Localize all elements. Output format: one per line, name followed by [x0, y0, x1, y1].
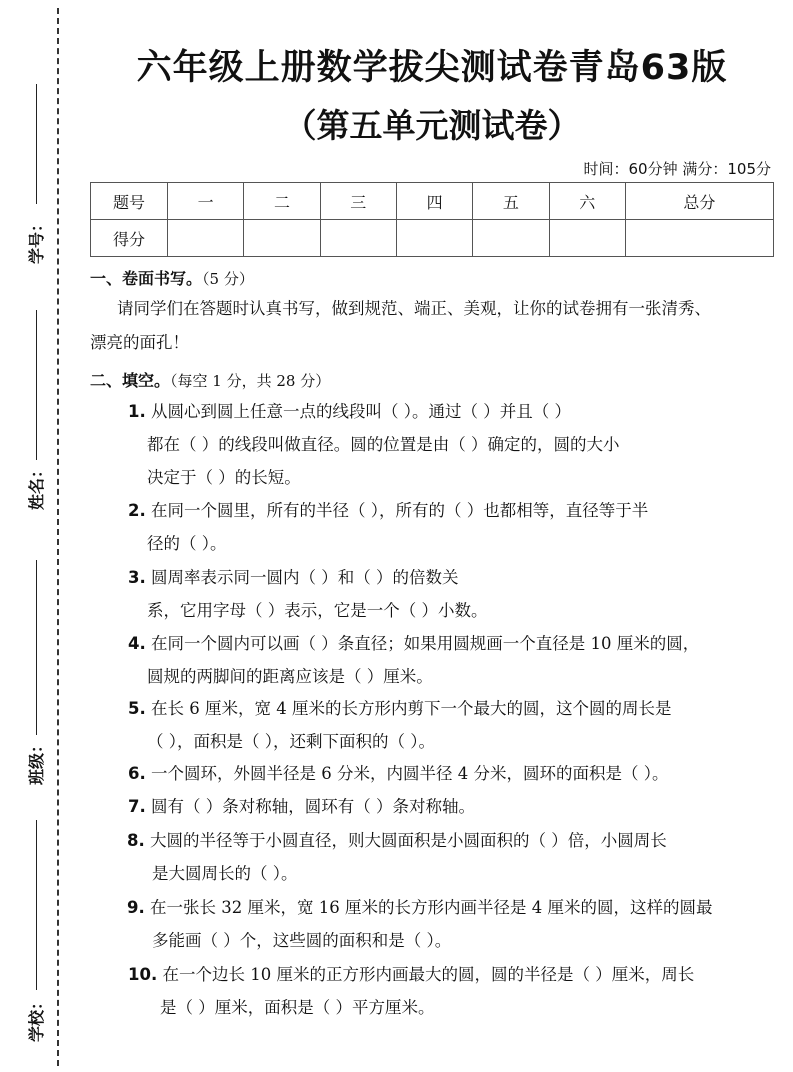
score-cell[interactable]: [244, 220, 320, 257]
table-header-cell: 二: [244, 183, 320, 220]
question-1-line: 决定于（ ）的长短。: [147, 468, 301, 487]
question-text: 一个圆环，外圆半径是 6 分米，内圆半径 4 分米，圆环的面积是（ ）。: [145, 764, 669, 783]
question-2-line: [128, 494, 648, 527]
name-label: 姓名：: [27, 461, 46, 510]
table-header-cell: 三: [320, 183, 396, 220]
question-5-line: [128, 692, 671, 725]
score-cell[interactable]: [625, 220, 773, 257]
question-7-line: [128, 790, 475, 823]
question-text: 在同一个圆内可以画（ ）条直径；如果用圆规画一个直径是 10 厘米的圆，: [145, 634, 700, 653]
section2-heading: 二、填空。（每空 1 分，共 28 分）: [90, 371, 331, 390]
question-number: 10.: [128, 965, 158, 984]
section1-heading: 一、卷面书写。（5 分）: [90, 269, 254, 288]
question-3-line: [128, 561, 459, 594]
question-text: 在长 6 厘米，宽 4 厘米的长方形内剪下一个最大的圆，这个圆的周长是: [145, 699, 672, 718]
question-6-line: [128, 757, 668, 790]
question-10-line: [128, 958, 694, 991]
score-cell[interactable]: [320, 220, 396, 257]
score-cell[interactable]: [396, 220, 472, 257]
table-header-cell: 题号: [91, 183, 168, 220]
page-title: 六年级上册数学拔尖测试卷青岛63版: [136, 48, 728, 88]
score-cell[interactable]: [168, 220, 244, 257]
question-number: 7.: [128, 797, 146, 816]
question-number: 9.: [127, 898, 145, 917]
question-text: 在同一个圆里，所有的半径（ ），所有的（ ）也都相等，直径等于半: [145, 501, 649, 520]
question-1-line: 都在（ ）的线段叫做直径。圆的位置是由（ ）确定的，圆的大小: [147, 435, 620, 454]
school-field[interactable]: [18, 820, 54, 1042]
question-text: 大圆的半径等于小圆直径，则大圆面积是小圆面积的（ ）倍，小圆周长: [144, 831, 667, 850]
binding-dashed-line: [57, 8, 59, 1066]
question-text: 在一张长 32 厘米，宽 16 厘米的长方形内画半径是 4 厘米的圆，这样的圆最: [144, 898, 713, 917]
question-text: 在一个边长 10 厘米的正方形内画最大的圆，圆的半径是（ ）厘米，周长: [157, 965, 695, 984]
question-number: 6.: [128, 764, 146, 783]
table-header-cell: 一: [168, 183, 244, 220]
question-1-line: [128, 395, 571, 428]
question-number: 1.: [128, 402, 146, 421]
question-9-line: 多能画（ ）个，这些圆的面积和是（ ）。: [152, 931, 452, 950]
score-table-header-row: [91, 183, 774, 220]
question-8-line: 是大圆周长的（ ）。: [152, 864, 298, 883]
question-4-line: 圆规的两脚间的距离应该是（ ）厘米。: [147, 667, 433, 686]
question-text: 圆周率表示同一圆内（ ）和（ ）的倍数关: [145, 568, 459, 587]
table-header-cell: 四: [396, 183, 472, 220]
page-subtitle: （第五单元测试卷）: [283, 106, 581, 145]
question-3-line: 系，它用字母（ ）表示，它是一个（ ）小数。: [147, 601, 488, 620]
question-text: 从圆心到圆上任意一点的线段叫（ ）。通过（ ）并且（ ）: [145, 402, 571, 421]
class-field[interactable]: [18, 560, 54, 785]
time-and-score-info: 时间：60分钟 满分：105分: [583, 160, 771, 178]
score-row-label: 得分: [91, 220, 168, 257]
table-header-cell: 六: [549, 183, 625, 220]
class-label: 班级：: [27, 736, 46, 785]
score-cell[interactable]: [549, 220, 625, 257]
question-text: 圆有（ ）条对称轴，圆环有（ ）条对称轴。: [145, 797, 475, 816]
question-8-line: [127, 824, 667, 857]
question-number: 2.: [128, 501, 146, 520]
table-header-cell: 总分: [625, 183, 773, 220]
student-number-label: 学号：: [27, 215, 46, 264]
question-number: 8.: [127, 831, 145, 850]
student-number-field[interactable]: [18, 84, 54, 264]
section1-text-line: 漂亮的面孔！: [90, 333, 189, 352]
question-10-line: 是（ ）厘米，面积是（ ）平方厘米。: [160, 998, 435, 1017]
question-5-line: （ ），面积是（ ），还剩下面积的（ ）。: [147, 732, 435, 751]
name-field[interactable]: [18, 310, 54, 510]
question-2-line: 径的（ ）。: [147, 534, 227, 553]
score-table-score-row: [91, 220, 774, 257]
question-9-line: [127, 891, 712, 924]
question-number: 4.: [128, 634, 146, 653]
section1-text-line: 请同学们在答题时认真书写，做到规范、端正、美观，让你的试卷拥有一张清秀、: [117, 299, 711, 318]
question-4-line: [128, 627, 699, 660]
table-header-cell: 五: [473, 183, 549, 220]
school-label: 学校：: [27, 993, 46, 1042]
question-number: 3.: [128, 568, 146, 587]
score-table: [90, 182, 774, 257]
question-number: 5.: [128, 699, 146, 718]
score-cell[interactable]: [473, 220, 549, 257]
